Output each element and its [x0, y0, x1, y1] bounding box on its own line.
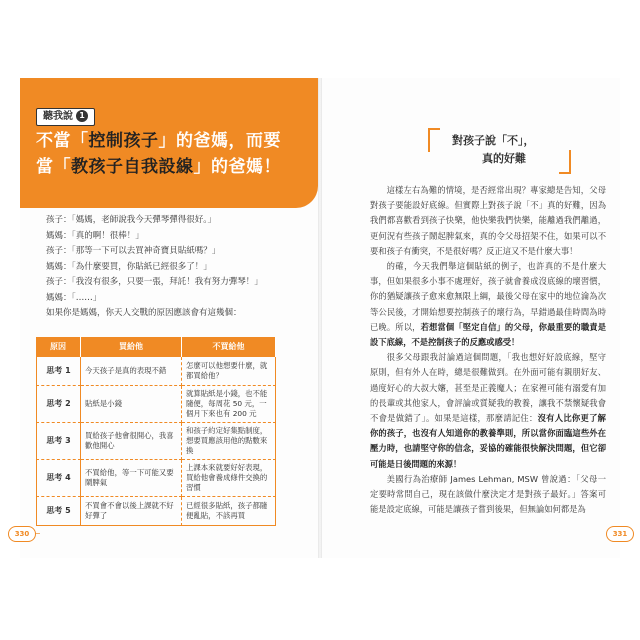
- page-number-left: 330: [8, 526, 36, 542]
- row-label: 思考 3: [36, 423, 81, 460]
- dialogue-line: 如果你是媽媽，你天人交戰的原因應該會有這幾個：: [46, 308, 242, 318]
- paragraph: [370, 183, 606, 259]
- column-header: 買給他: [81, 337, 182, 357]
- emphasis-text: 沒有人比你更了解你的孩子，也沒有人知道你的教養準則，所以當你面臨這些外在壓力時，也請堅守你的信念，妥協的確能很快解決問題，但它卻可能是日後問題的來源！: [370, 413, 606, 469]
- not-buy-reason-cell: 已經很多貼紙，孩子都隨便亂貼，不該再買: [182, 497, 276, 526]
- headline-highlight: 教孩子自我設線: [71, 157, 194, 177]
- section-tag-label: 聽我說: [43, 111, 73, 122]
- paragraph: [370, 472, 606, 518]
- page-number-right: 331: [606, 526, 634, 542]
- section-title: [430, 132, 565, 172]
- paragraph: [370, 350, 606, 472]
- section-title-line: 真的好難: [482, 152, 526, 165]
- dialogue-line: 孩子：「那等一下可以去買神奇寶貝貼紙嗎？」: [46, 246, 221, 256]
- headline-highlight: 控制孩子: [88, 131, 159, 151]
- column-header: 不買給他: [182, 337, 276, 357]
- dialogue-line: 媽媽：「……」: [46, 292, 102, 303]
- section-tag: [36, 108, 95, 126]
- paragraph-text: 很多父母跟我討論過這個問題，「我也想好好設底線，堅守原則，但有外人在時，總是很難做到。在外面可能有親朋好友、過度好心的大叔大嬸，甚至是正義魔人；在家裡可能有溺愛有加的長輩或其他家人，會評論或質疑我的教養，讓我不禁懷疑我會不會是做錯了」。如果是這樣，那麼請記住：: [370, 352, 606, 424]
- paragraph-text: 美國行為治療師 James Lehman, MSW 曾說過：「父母一定要時常問自己，現在該做什麼決定才是對孩子最好。」答案可能是設定底線，可能是讓孩子嘗到後果，但無論如何都是為: [370, 473, 606, 515]
- headline-text: 當「: [36, 157, 71, 177]
- left-bracket-ornament: [428, 128, 440, 152]
- dialogue-line: 孩子：「媽媽，老師說我今天彈琴彈得很好。」: [46, 215, 217, 225]
- not-buy-reason-cell: 和孩子約定好集點制度，想要買應該用他的點數來換: [182, 423, 276, 460]
- headline-text: 」的爸媽，而要: [158, 131, 281, 151]
- buy-reason-cell: 今天孩子是真的表現不錯: [81, 357, 182, 386]
- buy-reason-cell: 貼紙是小錢: [81, 386, 182, 423]
- table-row: [36, 460, 276, 497]
- buy-reason-cell: 買給孩子他會很開心，我喜歡他開心: [81, 423, 182, 460]
- headline-text: 」的爸媽！: [193, 157, 281, 177]
- row-label: 思考 1: [36, 357, 81, 386]
- paragraph-text: 這樣左右為難的情境，是否經常出現？專家總是告知，父母對孩子要能設好底線。但實際上對孩子說「不」真的好難，因為我們都喜歡看到孩子快樂，他快樂我們快樂，能離過我們離過，更何況有些孩子鬧起脾氣來，真的令父母招架不住，如果可以不要和孩子有衝突，不是很好嗎？反正這又不是什麼大事！: [370, 185, 606, 256]
- dialogue-line: 孩子：「我沒有很多，只要一張，拜託！我有努力彈琴！」: [46, 277, 263, 287]
- table-row: [36, 423, 276, 460]
- table-header-row: [36, 337, 276, 357]
- not-buy-reason-cell: 上課本來就要好好表現，買給他會養成條件交換的習慣: [182, 460, 276, 497]
- not-buy-reason-cell: 怎麼可以他想要什麼，就都買給他？: [182, 357, 276, 386]
- column-header: 原因: [36, 337, 81, 357]
- buy-reason-cell: 不買給他，等一下可能又要鬧脾氣: [81, 460, 182, 497]
- row-label: 思考 2: [36, 386, 81, 423]
- dialogue-block: [46, 213, 306, 322]
- dialogue-line: 媽媽：「為什麼要買，你貼紙已經很多了！」: [46, 261, 212, 272]
- row-label: 思考 5: [36, 497, 81, 526]
- row-label: 思考 4: [36, 460, 81, 497]
- buy-reason-cell: 不買會不會以後上課就不好好彈了: [81, 497, 182, 526]
- dialogue-line: 媽媽：「真的啊！很棒！」: [46, 230, 144, 241]
- paragraph-text: 的確，今天我們舉這個貼紙的例子，也許真的不是什麼大事，但如果很多小事不處理好，孩子就會養成沒底線的壞習慣，你的猶疑讓孩子愈來愈無限上綱，最後父母在家中的地位淪為次等公民後，才開始想要控制孩子的壞行為，早錯過最佳時間為時已晚。所以，: [370, 261, 606, 332]
- table-row: [36, 497, 276, 526]
- headline-text: 不當「: [36, 131, 89, 151]
- section-number-badge: 1: [76, 110, 88, 122]
- section-title-line: 對孩子說「不」，: [452, 134, 535, 147]
- reasons-table: [36, 337, 276, 526]
- table-row: [36, 357, 276, 386]
- not-buy-reason-cell: 就算貼紙是小錢，也不能隨便，每周花 50 元，一個月下來也有 200 元: [182, 386, 276, 423]
- right-bracket-ornament: [559, 150, 571, 174]
- body-text: [370, 183, 606, 517]
- chapter-headline: [36, 128, 306, 180]
- paragraph: [370, 259, 606, 350]
- emphasis-text: 若想當個「堅定自信」的父母，你最重要的職責是設下底線，不是控制孩子的反應或感受！: [370, 321, 606, 348]
- table-row: [36, 386, 276, 423]
